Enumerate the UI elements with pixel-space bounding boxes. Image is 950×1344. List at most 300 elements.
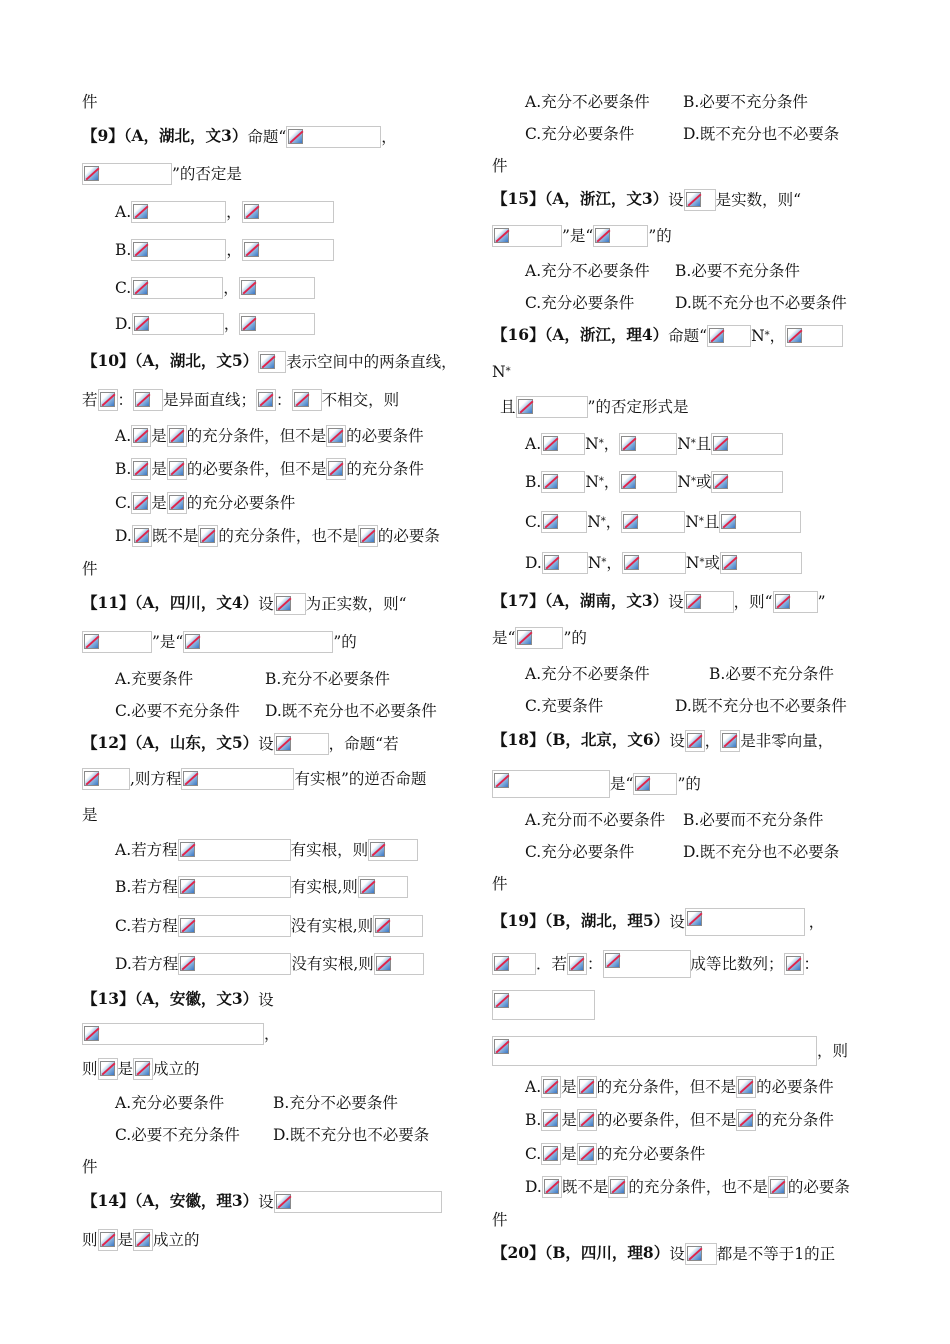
text: 或	[695, 473, 712, 491]
text: D.若方程	[115, 955, 179, 973]
formula-image-icon	[622, 552, 686, 574]
text: 是	[117, 1060, 134, 1078]
formula-image-icon	[258, 351, 286, 373]
text: 设	[669, 913, 685, 931]
question-13-line3	[82, 1058, 200, 1078]
question-number: 【10】（A，湖北，文5）	[82, 351, 259, 370]
option-b	[115, 239, 334, 259]
text: A.充分不必要条件	[525, 93, 650, 111]
text: 件	[82, 560, 98, 578]
option-label: D.	[115, 315, 132, 333]
option-b	[115, 876, 408, 896]
text: 成立的	[153, 1231, 200, 1249]
formula-image-icon	[239, 313, 315, 335]
question-13-line2	[82, 1023, 280, 1043]
formula-image-icon	[274, 593, 306, 615]
option-c	[115, 277, 315, 297]
text: ，	[603, 435, 620, 453]
text: 不相交，则	[321, 391, 400, 409]
text: N	[587, 554, 602, 572]
option-label: A.	[525, 435, 542, 453]
question-16	[492, 325, 843, 345]
text: ，	[808, 913, 825, 931]
text: 是	[151, 460, 167, 478]
text: ，	[605, 513, 622, 531]
formula-image-icon	[720, 730, 740, 752]
continuation-line	[492, 155, 508, 175]
right-column	[492, 0, 872, 1344]
option-label: A.	[115, 203, 132, 221]
text: ，	[223, 315, 240, 333]
formula-image-icon	[274, 1191, 442, 1213]
text: 的充分必要条件	[596, 1145, 706, 1163]
question-9-line2	[82, 163, 242, 183]
formula-image-icon	[131, 201, 226, 223]
continuation-line	[82, 1156, 98, 1176]
formula-image-icon	[773, 591, 818, 613]
formula-image-icon	[82, 631, 152, 653]
question-number: 【20】（B，四川，理8）	[492, 1243, 670, 1262]
formula-image-icon	[358, 525, 378, 547]
formula-image-icon	[82, 768, 130, 790]
option-b	[115, 458, 424, 478]
text: ”的	[333, 633, 357, 651]
text: 件	[492, 875, 508, 893]
text: 若	[82, 391, 98, 409]
option-c	[115, 915, 423, 935]
text: D.既不充分也不必要条件	[265, 702, 437, 720]
text: C.充分必要条件	[525, 843, 635, 861]
option-label: D.	[115, 527, 132, 545]
question-19-line3	[492, 990, 595, 1010]
formula-image-icon	[785, 325, 843, 347]
text: 的充分条件，但不是	[596, 1078, 737, 1096]
question-12	[82, 733, 399, 753]
text: 则	[82, 1060, 98, 1078]
formula-image-icon	[131, 458, 151, 480]
text: 设	[669, 1245, 685, 1263]
text: 有实根”的逆否命题	[294, 770, 427, 788]
question-number: 【13】（A，安徽，文3）	[82, 989, 259, 1008]
option-label: B.	[115, 460, 132, 478]
option-label: B.	[525, 1111, 542, 1129]
option-a	[525, 663, 834, 683]
text: 的必要条件，但不是	[596, 1111, 737, 1129]
formula-image-icon	[98, 1058, 118, 1080]
option-b	[525, 1109, 834, 1129]
question-number: 【17】（A，湖南，文3）	[492, 591, 669, 610]
formula-image-icon	[719, 511, 801, 533]
question-12-line3	[82, 804, 98, 824]
text: *	[690, 476, 696, 487]
text: C.充分必要条件	[525, 294, 635, 312]
option-label: D.	[525, 1178, 542, 1196]
text: D.既不充分也不必要条	[683, 843, 840, 861]
text: ，则“	[733, 593, 773, 611]
question-14-line2	[82, 1229, 200, 1249]
text: *	[764, 330, 770, 341]
text: 是实数，则“	[715, 191, 802, 209]
text: ”的否定形式是	[587, 398, 689, 416]
question-16-line3	[500, 396, 688, 416]
option-label: A.	[525, 1078, 542, 1096]
text: C.必要不充分条件	[115, 702, 240, 720]
text: *	[505, 366, 511, 377]
formula-image-icon	[326, 425, 346, 447]
formula-image-icon	[98, 389, 118, 411]
question-17	[492, 591, 826, 611]
text: 的充分必要条件	[186, 494, 296, 512]
text: D.既不充分也不必要条	[683, 125, 840, 143]
text: B.必要不充分条件	[709, 665, 834, 683]
text: N	[585, 435, 599, 453]
formula-image-icon	[131, 239, 226, 261]
text: 既不是	[151, 527, 199, 545]
formula-image-icon	[516, 396, 588, 418]
question-19-line2	[492, 950, 820, 973]
formula-image-icon	[593, 225, 648, 247]
option-label: C.	[115, 494, 132, 512]
text: D.既不充分也不必要条件	[675, 294, 847, 312]
question-14	[82, 1191, 442, 1211]
option-a	[525, 1076, 834, 1096]
formula-image-icon	[685, 908, 805, 936]
question-13	[82, 989, 274, 1009]
option-c	[525, 511, 801, 531]
text: 设	[258, 1193, 274, 1211]
text: 为正实数，则“	[305, 595, 407, 613]
question-number: 【19】（B，湖北，理5）	[492, 911, 670, 930]
text: N	[585, 473, 599, 491]
text: 是	[151, 427, 167, 445]
formula-image-icon	[541, 1076, 561, 1098]
text: 的必要条件，但不是	[186, 460, 327, 478]
formula-image-icon	[358, 876, 408, 898]
text: 有实根，则	[290, 841, 369, 859]
formula-image-icon	[198, 525, 218, 547]
text: 设	[258, 735, 274, 753]
formula-image-icon	[541, 1143, 561, 1165]
option-c	[115, 700, 437, 720]
text: 的充分条件，也不是	[628, 1178, 768, 1196]
formula-image-icon	[183, 631, 333, 653]
option-a	[525, 260, 800, 280]
text: *	[600, 516, 606, 527]
text: ．若	[536, 955, 568, 973]
formula-image-icon	[256, 389, 276, 411]
option-label: B.	[525, 473, 542, 491]
text: 成等比数列；	[690, 955, 784, 973]
formula-image-icon	[133, 1229, 153, 1251]
text: D.既不充分也不必要条件	[675, 697, 847, 715]
formula-image-icon	[292, 389, 322, 411]
text: N	[685, 513, 699, 531]
formula-image-icon	[567, 953, 587, 975]
text: 的充分条件，但不是	[186, 427, 327, 445]
formula-image-icon	[621, 511, 685, 533]
text: N	[685, 554, 700, 572]
formula-image-icon	[711, 471, 783, 493]
text: ，	[704, 732, 721, 750]
option-d	[115, 953, 424, 973]
text: *	[601, 557, 607, 568]
formula-image-icon	[684, 591, 734, 613]
question-20	[492, 1243, 835, 1263]
formula-image-icon	[132, 525, 152, 547]
text: 设	[258, 595, 274, 613]
formula-image-icon	[167, 458, 187, 480]
text: 件	[492, 1211, 508, 1229]
text: ，	[606, 554, 622, 572]
text: 成立的	[153, 1060, 200, 1078]
text: 没有实根,则	[290, 917, 374, 935]
text: C.充分必要条件	[525, 125, 635, 143]
text: ”是“	[562, 227, 594, 245]
formula-image-icon	[685, 730, 705, 752]
text: ，命题“若	[328, 735, 399, 753]
text: A.充分而不必要条件	[525, 811, 666, 829]
text: 没有实根,则	[291, 955, 374, 973]
formula-image-icon	[133, 389, 163, 411]
text: 的充分条件	[346, 460, 424, 478]
text: ：	[276, 391, 292, 409]
formula-image-icon	[167, 425, 187, 447]
text: 的必要条	[377, 527, 440, 545]
formula-image-icon	[707, 325, 751, 347]
formula-image-icon	[132, 313, 224, 335]
text: 的必要条件	[346, 427, 424, 445]
text: 且	[703, 513, 720, 531]
text: 的必要条件	[756, 1078, 834, 1096]
option-a	[115, 425, 424, 445]
text: ，则	[817, 1042, 849, 1060]
text: 命题“	[247, 128, 287, 146]
formula-image-icon	[577, 1143, 597, 1165]
option-b	[525, 471, 783, 491]
question-12-line2	[82, 768, 426, 788]
formula-image-icon	[178, 839, 291, 861]
option-label: D.	[525, 554, 542, 572]
question-11-line2	[82, 631, 357, 651]
text: ，	[226, 203, 242, 221]
question-number: 【11】（A，四川，文4）	[82, 593, 259, 612]
text: 且	[500, 398, 516, 416]
text: ”的	[648, 227, 672, 245]
option-a	[115, 668, 390, 688]
text: 的必要条	[787, 1178, 850, 1196]
formula-image-icon	[178, 953, 291, 975]
text: 有实根,则	[290, 878, 358, 896]
text: B.若方程	[115, 878, 178, 896]
text: B.充分不必要条件	[265, 670, 390, 688]
formula-image-icon	[178, 915, 291, 937]
option-c	[115, 1124, 429, 1144]
question-15-line2	[492, 225, 672, 245]
text: A.充分不必要条件	[525, 665, 650, 683]
formula-image-icon	[274, 733, 329, 755]
question-number: 【12】（A，山东，文5）	[82, 733, 259, 752]
option-c	[525, 695, 847, 715]
text: 件	[82, 93, 98, 111]
formula-image-icon	[492, 953, 536, 975]
option-c	[525, 292, 847, 312]
formula-image-icon	[541, 1109, 561, 1131]
text: N	[587, 513, 601, 531]
text: 件	[82, 1158, 98, 1176]
formula-image-icon	[181, 768, 294, 790]
question-number: 【16】（A，浙江，理4）	[492, 325, 669, 344]
formula-image-icon	[541, 471, 585, 493]
text: ”	[817, 593, 826, 611]
option-a	[525, 433, 783, 453]
question-18	[492, 730, 833, 750]
text: N	[677, 473, 691, 491]
text: ，	[226, 241, 242, 259]
text: *	[698, 516, 704, 527]
option-c	[525, 841, 839, 861]
text: ”的	[563, 629, 587, 647]
text: *	[690, 438, 696, 449]
formula-image-icon	[492, 770, 610, 798]
text: 设	[668, 593, 684, 611]
text: B.必要不充分条件	[675, 262, 800, 280]
text: ”的否定是	[172, 165, 242, 183]
question-number: 【15】（A，浙江，文3）	[492, 189, 669, 208]
formula-image-icon	[608, 1176, 628, 1198]
text: A.若方程	[115, 841, 178, 859]
formula-image-icon	[242, 239, 334, 261]
text: 既不是	[561, 1178, 609, 1196]
formula-image-icon	[373, 915, 423, 937]
text: 是	[82, 806, 98, 824]
formula-image-icon	[685, 1243, 717, 1265]
text: 是非零向量，	[740, 732, 834, 750]
question-number: 【18】（B，北京，文6）	[492, 730, 670, 749]
text: *	[598, 476, 604, 487]
formula-image-icon	[619, 471, 677, 493]
formula-image-icon	[492, 225, 562, 247]
text: 且	[695, 435, 712, 453]
left-column	[82, 0, 502, 1344]
option-d	[115, 313, 315, 333]
formula-image-icon	[131, 492, 151, 514]
formula-image-icon	[542, 1176, 562, 1198]
option-a	[115, 1092, 398, 1112]
text: 是“	[492, 629, 516, 647]
text: 表示空间中的两条直线，	[286, 353, 457, 371]
question-number: 【9】（A，湖北，文3）	[82, 126, 248, 145]
text: B.必要而不充分条件	[683, 811, 824, 829]
text: ，	[223, 279, 239, 297]
formula-image-icon	[239, 277, 315, 299]
formula-image-icon	[720, 552, 802, 574]
formula-image-icon	[542, 552, 588, 574]
formula-image-icon	[711, 433, 783, 455]
text: ”的	[677, 775, 701, 793]
text: ：	[117, 391, 134, 409]
text: D.既不充分也不必要条	[273, 1126, 430, 1144]
text: 是异面直线；	[163, 391, 257, 409]
option-a	[115, 839, 418, 859]
text: N	[751, 327, 765, 345]
formula-image-icon	[82, 1023, 264, 1045]
question-18-line2	[492, 770, 701, 793]
formula-image-icon	[131, 425, 151, 447]
text: *	[699, 557, 705, 568]
text: 是“	[610, 775, 634, 793]
formula-image-icon	[133, 1058, 153, 1080]
question-10	[82, 351, 457, 371]
text: C.必要不充分条件	[115, 1126, 240, 1144]
formula-image-icon	[368, 839, 418, 861]
option-a	[115, 201, 334, 221]
text: 是	[561, 1078, 577, 1096]
option-a	[525, 91, 808, 111]
option-a	[525, 809, 823, 829]
text: B.充分不必要条件	[273, 1094, 398, 1112]
text: *	[598, 438, 604, 449]
formula-image-icon	[98, 1229, 118, 1251]
question-16-line2	[492, 361, 511, 381]
text: 或	[704, 554, 720, 572]
question-17-line2	[492, 627, 587, 647]
formula-image-icon	[492, 1036, 817, 1066]
text: 是	[561, 1111, 577, 1129]
option-d	[525, 1176, 850, 1196]
text: A.充分必要条件	[115, 1094, 225, 1112]
question-11	[82, 593, 407, 613]
question-number: 【14】（A，安徽，理3）	[82, 1191, 259, 1210]
question-19-line4	[492, 1036, 849, 1060]
text: ：	[587, 955, 603, 973]
formula-image-icon	[515, 627, 563, 649]
continuation-line	[492, 873, 508, 893]
text: 都是不等于1的正	[716, 1245, 836, 1263]
text: A.充要条件	[115, 670, 194, 688]
formula-image-icon	[633, 773, 677, 795]
option-label: C.	[525, 1145, 542, 1163]
text: ，	[264, 1025, 280, 1043]
text: C.若方程	[115, 917, 178, 935]
formula-image-icon	[374, 953, 424, 975]
option-label: C.	[525, 513, 542, 531]
formula-image-icon	[684, 189, 716, 211]
text: 命题“	[668, 327, 708, 345]
continuation-line	[492, 1209, 508, 1229]
question-9	[82, 126, 397, 146]
formula-image-icon	[326, 458, 346, 480]
formula-image-icon	[619, 433, 677, 455]
option-c	[115, 492, 295, 512]
option-label: A.	[115, 427, 132, 445]
formula-image-icon	[131, 277, 223, 299]
formula-image-icon	[242, 201, 334, 223]
text: ，	[381, 128, 397, 146]
text: 设	[668, 191, 684, 209]
text: ，	[603, 473, 620, 491]
text: 的充分条件，也不是	[218, 527, 358, 545]
formula-image-icon	[82, 163, 172, 185]
formula-image-icon	[286, 126, 381, 148]
option-c	[525, 1143, 705, 1163]
text: B.必要不充分条件	[683, 93, 808, 111]
question-19	[492, 908, 825, 931]
formula-image-icon	[603, 950, 691, 978]
option-c	[525, 123, 839, 143]
text: A.充分不必要条件	[525, 262, 650, 280]
text: 的充分条件	[756, 1111, 834, 1129]
formula-image-icon	[736, 1076, 756, 1098]
